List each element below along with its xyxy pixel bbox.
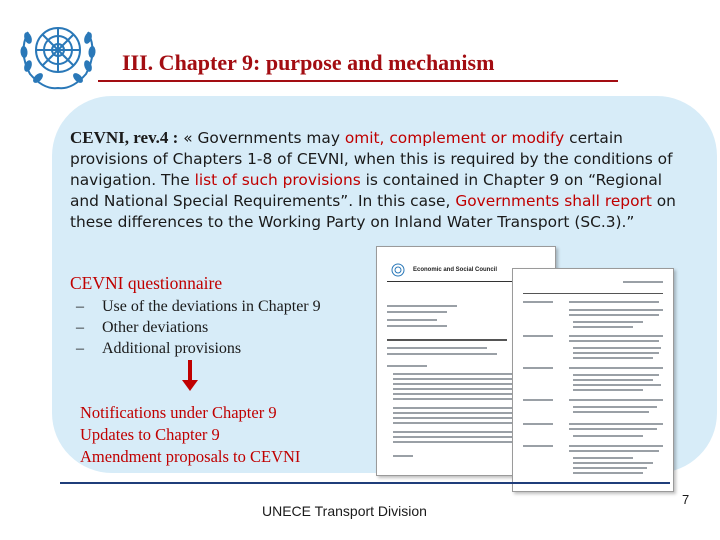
list-item-text: Other deviations bbox=[102, 319, 209, 336]
list-item bbox=[76, 317, 321, 338]
paragraph-part-3: is contained in Chapter 9 on “Regional and National Special Requirements”. In this case, bbox=[70, 171, 663, 210]
list-item bbox=[76, 338, 321, 359]
questionnaire-title: CEVNI questionnaire bbox=[70, 273, 223, 293]
list-item-text: Use of the deviations in Chapter 9 bbox=[102, 298, 321, 315]
notification-item: Updates to Chapter 9 bbox=[80, 425, 220, 444]
paragraph-highlight-3: Governments shall report bbox=[455, 192, 652, 210]
footer-text: UNECE Transport Division bbox=[262, 503, 427, 519]
paragraph-highlight-1: omit, complement or modify bbox=[344, 129, 565, 147]
document-thumbnail-2 bbox=[512, 268, 674, 492]
paragraph-highlight-2: list of such provisions bbox=[194, 171, 361, 189]
list-item-text: Additional provisions bbox=[102, 340, 242, 357]
notification-item: Notifications under Chapter 9 bbox=[80, 403, 277, 422]
list-dash: – bbox=[76, 298, 84, 315]
paragraph-part-4: on these differences to the Working Party on Inland Water Transport (SC.3).” bbox=[70, 192, 676, 231]
list-dash: – bbox=[76, 319, 84, 336]
arrow-down-icon bbox=[180, 360, 200, 392]
un-emblem-icon bbox=[8, 8, 108, 98]
page-number: 7 bbox=[682, 492, 690, 507]
un-emblem-icon bbox=[391, 263, 405, 277]
slide-title: III. Chapter 9: purpose and mechanism bbox=[122, 50, 495, 75]
document-header: Economic and Social Council bbox=[413, 267, 498, 273]
paragraph-part-2: certain provisions of Chapters 1-8 of CEVNI, when this is required by the conditions of navigation. The bbox=[70, 129, 673, 189]
footer-rule bbox=[60, 482, 670, 484]
cevni-paragraph bbox=[70, 127, 680, 233]
paragraph-lead: CEVNI, rev.4 : bbox=[70, 128, 179, 147]
list-dash: – bbox=[76, 340, 84, 357]
list-item bbox=[76, 296, 321, 317]
notifications-list bbox=[80, 402, 300, 468]
title-rule bbox=[98, 80, 618, 82]
notification-item: Amendment proposals to CEVNI bbox=[80, 447, 301, 466]
questionnaire-list bbox=[76, 296, 321, 359]
paragraph-part-1: « Governments may bbox=[178, 129, 345, 147]
